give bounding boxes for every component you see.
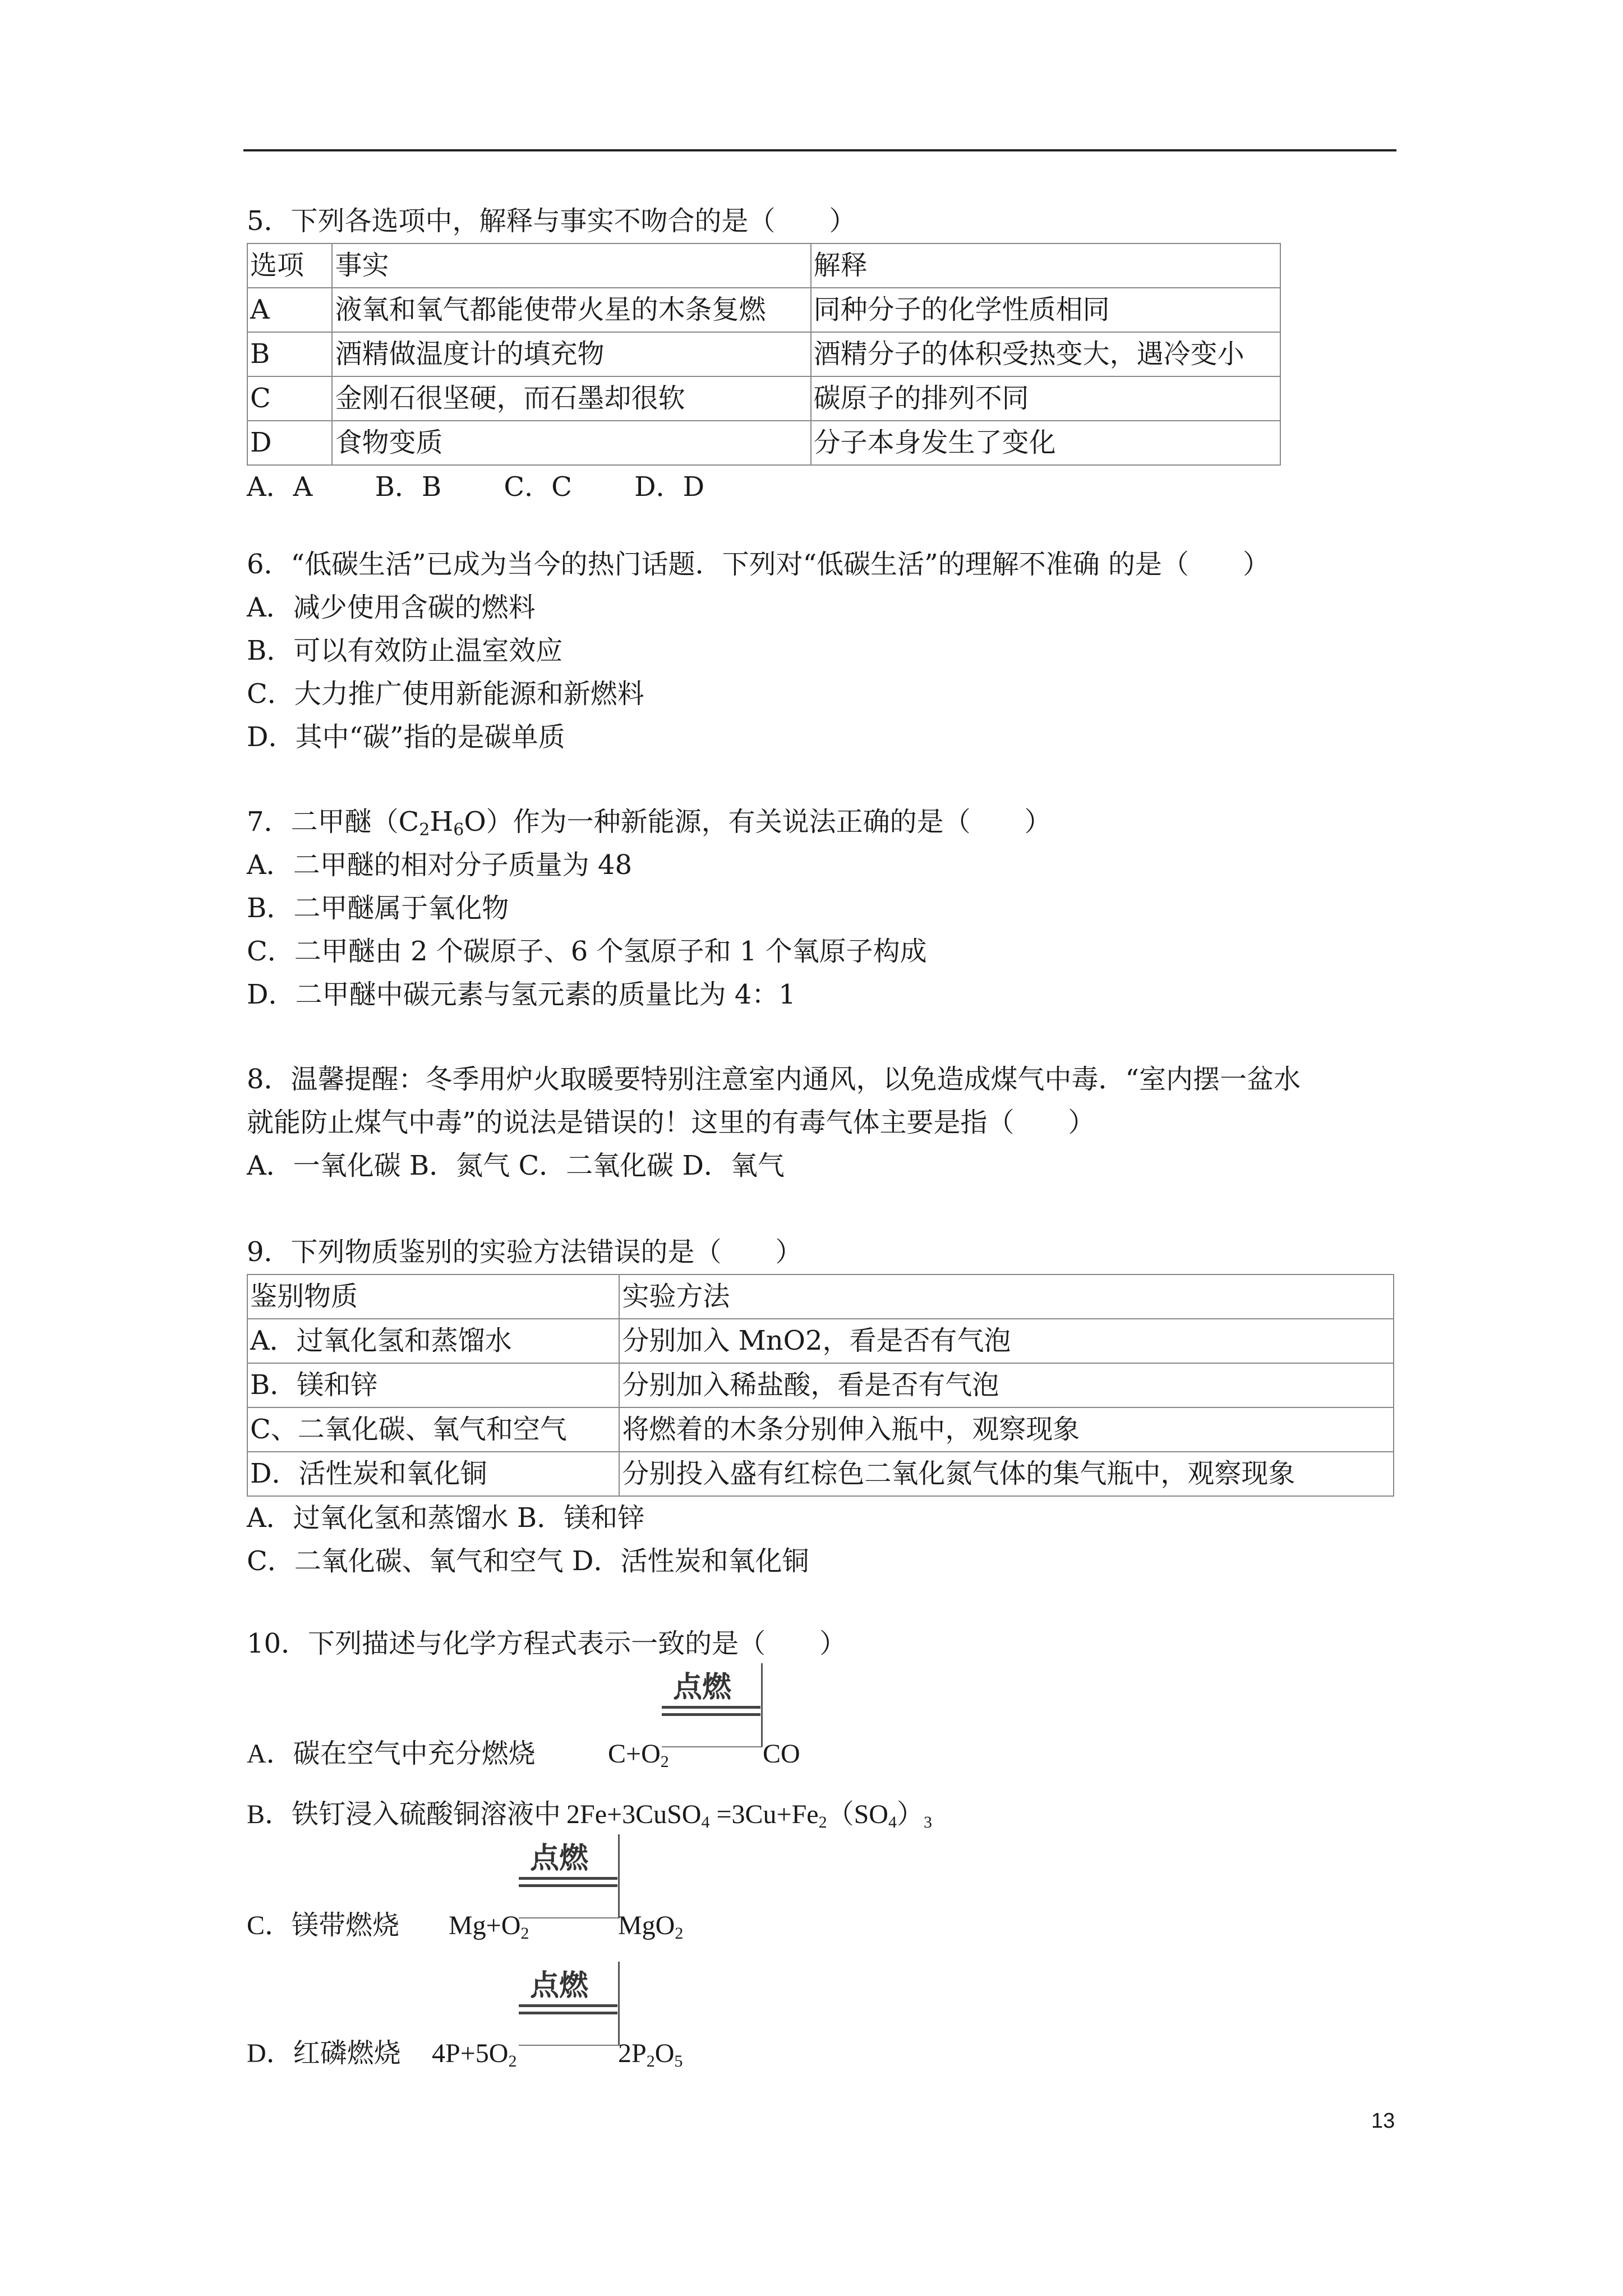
- option-b: B．铁钉浸入硫酸铜溶液中 2Fe+3CuSO$_4$ $=3Cu+Fe_2(SO_4)_3$: [247, 1793, 1402, 1836]
- equation-lhs: $C+O_2$: [608, 1739, 669, 1771]
- table-row: [247, 1274, 1394, 1319]
- question-stem-line: 就能防止煤气中毒”的说法是错误的！这里的有毒气体主要是指（ ）: [247, 1107, 1095, 1138]
- answer-choices: A．过氧化氢和蒸馏水 B．镁和锌: [247, 1502, 645, 1534]
- table-row: [247, 332, 1280, 376]
- table-cell: C: [247, 376, 332, 421]
- option-b: B．可以有效防止温室效应: [247, 635, 563, 666]
- question-9: [247, 1231, 1402, 1583]
- table-header-cell: 鉴别物质: [247, 1274, 619, 1319]
- table-cell: 酒精分子的体积受热变大，遇冷变小: [811, 332, 1280, 376]
- table-row: [247, 376, 1280, 421]
- option-c: C．二甲醚由 2 个碳原子、6 个氢原子和 1 个氧原子构成: [247, 936, 927, 967]
- answer-choices: A．一氧化碳 B．氮气 C．二氧化碳 D．氧气: [247, 1150, 785, 1181]
- question-7: [247, 800, 1402, 1016]
- question-6: [247, 543, 1402, 759]
- table-row: [247, 1363, 1394, 1407]
- equation-rhs: CO: [763, 1739, 800, 1769]
- table-header-cell: 解释: [811, 243, 1280, 288]
- answer-choices: A．A B．B C．C D．D: [247, 471, 705, 503]
- table-row: [247, 288, 1280, 332]
- table-header-cell: 实验方法: [619, 1274, 1394, 1319]
- equation: 2Fe+3CuSO$_4$ $=3Cu+Fe_2(SO_4)_3$: [566, 1800, 932, 1832]
- question-stem-line: 8．温馨提醒：冬季用炉火取暖要特别注意室内通风，以免造成煤气中毒．“室内摆一盆水: [247, 1064, 1301, 1095]
- table-row: [247, 1407, 1394, 1452]
- table-cell: A．过氧化氢和蒸馏水: [247, 1319, 619, 1363]
- facts-table: [247, 243, 1281, 466]
- table-cell: D: [247, 421, 332, 465]
- equation-rhs: $2P_2O_5$: [618, 2039, 683, 2070]
- header-rule: [243, 149, 1396, 151]
- question-stem: 7．二甲醚$(C_2H_6O)$作为一种新能源，有关说法正确的是（ ）: [247, 806, 1052, 840]
- table-cell: 金刚石很坚硬，而石墨却很软: [332, 376, 810, 421]
- table-row: [247, 1452, 1394, 1496]
- identification-table: [247, 1274, 1394, 1497]
- table-cell: 酒精做温度计的填充物: [332, 332, 810, 376]
- table-row: [247, 1319, 1394, 1363]
- table-cell: C、二氧化碳、氧气和空气: [247, 1407, 619, 1452]
- option-a: A．减少使用含碳的燃料: [247, 592, 536, 623]
- option-b: B．二甲醚属于氧化物: [247, 892, 509, 924]
- option-d: D．其中“碳”指的是碳单质: [247, 721, 565, 753]
- equation-rhs: MgO$_2$: [618, 1911, 684, 1943]
- question-stem: 10．下列描述与化学方程式表示一致的是（ ）: [247, 1628, 847, 1659]
- question-8: [247, 1058, 1402, 1188]
- equation-lhs: $4P+5O_2$: [432, 2039, 517, 2070]
- table-cell: B．镁和锌: [247, 1363, 619, 1407]
- question-5: [247, 200, 1402, 509]
- table-cell: 分子本身发生了变化: [811, 421, 1280, 465]
- question-10: [247, 1622, 1402, 1665]
- option-d: D．红磷燃烧 $4P+5O_2$ $2P_2O_5$: [247, 2032, 1402, 2075]
- table-cell: 将燃着的木条分别伸入瓶中，观察现象: [619, 1407, 1394, 1452]
- equation-lhs: $Mg+O_2$: [449, 1911, 529, 1943]
- table-cell: 同种分子的化学性质相同: [811, 288, 1280, 332]
- table-cell: 分别加入稀盐酸，看是否有气泡: [619, 1363, 1394, 1407]
- option-d: D．二甲醚中碳元素与氢元素的质量比为 4：1: [247, 979, 796, 1010]
- table-row: [247, 243, 1280, 288]
- table-header-cell: 事实: [332, 243, 810, 288]
- reaction-condition: 点燃: [519, 1962, 620, 2046]
- table-cell: B: [247, 332, 332, 376]
- option-c: C．镁带燃烧 $Mg+O_2$ MgO$_2$: [247, 1904, 1402, 1947]
- page-number: 13: [1371, 2109, 1395, 2133]
- table-cell: 分别投入盛有红棕色二氧化氮气体的集气瓶中，观察现象: [619, 1452, 1394, 1496]
- question-stem: 6．“低碳生活”已成为当今的热门话题．下列对“低碳生活”的理解不准确 的是（ ）: [247, 549, 1270, 580]
- option-a: A．碳在空气中充分燃烧 $C+O_2$ CO: [247, 1732, 1402, 1775]
- question-stem: 9．下列物质鉴别的实验方法错误的是（ ）: [247, 1236, 803, 1268]
- reaction-condition: 点燃: [519, 1834, 620, 1918]
- table-row: [247, 421, 1280, 465]
- option-a: A．二甲醚的相对分子质量为 48: [247, 849, 633, 881]
- table-cell: 碳原子的排列不同: [811, 376, 1280, 421]
- table-header-cell: 选项: [247, 243, 332, 288]
- answer-choices: C．二氧化碳、氧气和空气 D．活性炭和氧化铜: [247, 1545, 809, 1577]
- option-c: C．大力推广使用新能源和新燃料: [247, 678, 644, 710]
- table-cell: D．活性炭和氧化铜: [247, 1452, 619, 1496]
- question-stem: 5．下列各选项中，解释与事实不吻合的是（ ）: [247, 205, 856, 237]
- table-cell: A: [247, 288, 332, 332]
- table-cell: 分别加入 MnO2，看是否有气泡: [619, 1319, 1394, 1363]
- table-cell: 液氧和氧气都能使带火星的木条复燃: [332, 288, 810, 332]
- table-cell: 食物变质: [332, 421, 810, 465]
- reaction-condition: 点燃: [662, 1663, 763, 1747]
